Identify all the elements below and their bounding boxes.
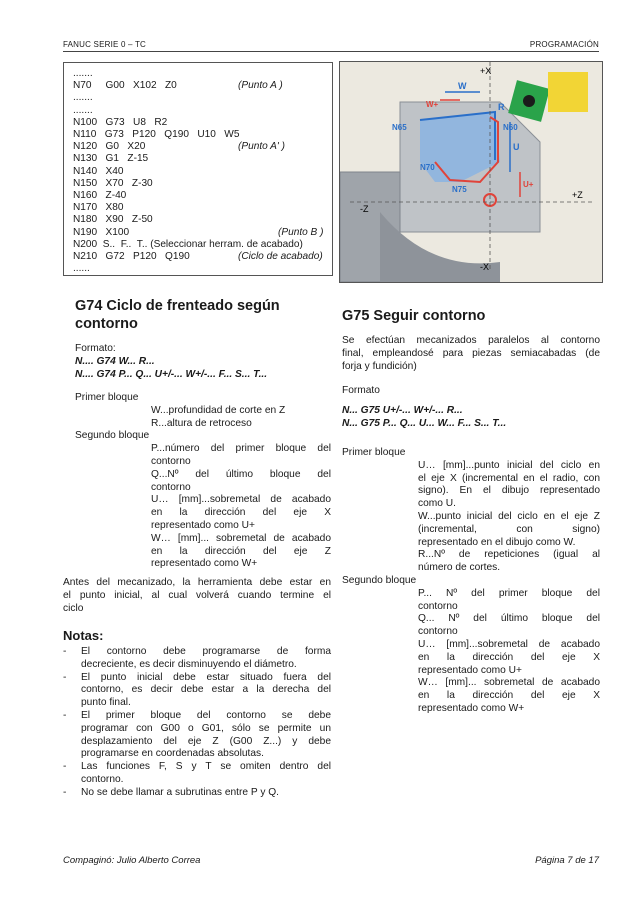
code-text: N120 G0 X20 (73, 141, 146, 153)
nota-item (63, 672, 331, 710)
label-x-neg: -X (480, 262, 489, 272)
label-w: W (458, 81, 467, 91)
g74-formato (75, 343, 331, 381)
g75-sb-q-line: Q... Nº del último bloque del (418, 613, 600, 625)
label-z-pos: +Z (572, 190, 583, 200)
nota-bullet: - (63, 646, 67, 657)
g74-sb-u (75, 494, 331, 532)
nota-line: contorno. (81, 773, 124, 785)
g74-antes-line: Antes del mecanizado, la herramienta debe estar en (63, 577, 331, 588)
code-line (73, 189, 126, 202)
footer-left: Compaginó: Julio Alberto Correa (63, 855, 201, 866)
code-text: N100 G73 U8 R2 (73, 116, 168, 128)
g74-sb-w (75, 533, 331, 571)
code-comment: (Punto A ) (238, 80, 283, 92)
g75-sb-u-line: representado como U+ (418, 664, 522, 676)
nota-bullet: - (63, 786, 67, 798)
tool-holder (548, 72, 588, 112)
code-line (73, 177, 153, 190)
g74-pb-r: R...altura de retroceso (151, 417, 252, 429)
code-comment: (Punto B ) (278, 226, 324, 238)
nota-item (63, 787, 331, 800)
label-n70: N70 (420, 163, 435, 172)
header-left: FANUC SERIE 0 – TC (63, 40, 147, 49)
code-text: ....... (73, 68, 93, 79)
code-block (63, 62, 333, 276)
nota-line: programarse en coordenadas absolutas. (81, 748, 264, 760)
g75-pb-w (342, 511, 600, 549)
g75-pb-u (342, 460, 600, 511)
label-z-neg: -Z (360, 204, 369, 214)
nota-line: decreciente, es decir disminuyendo el diámetro. (81, 658, 297, 670)
code-text: N170 X80 (73, 202, 124, 214)
g74-formato-line-1: N.... G74 W... R... (75, 355, 155, 367)
code-text: ....... (73, 92, 93, 104)
g74-sb-q-line: Q...Nº del último bloque del (151, 468, 331, 480)
g75-sb-w (342, 677, 600, 715)
code-line (73, 238, 303, 251)
nota-item (63, 710, 331, 761)
code-line (73, 165, 124, 178)
code-line (73, 201, 124, 214)
g75-pb-u-line: U… [mm]...punto inicial del ciclo en (418, 459, 600, 471)
header-right: PROGRAMACIÓN (529, 40, 599, 49)
g74-blocks (75, 392, 331, 571)
g75-pb-u-line: el eje X (incremental en el radio, con (418, 472, 600, 484)
nota-line: El punto inicial debe estar situado fuera del (81, 671, 331, 683)
g75-sb-q-line: contorno (418, 626, 458, 638)
code-text: N200 S.. F.. T.. (Seleccionar herram. de acabado) (73, 238, 303, 250)
g75-sb-u-line: U… [mm]...sobremetal de acabado (418, 638, 600, 650)
code-line (73, 116, 167, 129)
g75-sb-w-line: en la dirección del eje X (418, 690, 600, 702)
nota-line: El contorno debe programarse de forma (81, 646, 331, 657)
g74-title-line-2: contorno (75, 316, 138, 332)
tool-insert-center (523, 95, 535, 107)
code-text: N130 G1 Z-15 (73, 153, 149, 165)
nota-bullet: - (63, 709, 67, 721)
g74-primer-bloque: Primer bloque (75, 392, 139, 403)
g74-sb-q (75, 469, 331, 495)
code-line (73, 79, 283, 92)
code-text: ...... (73, 263, 90, 275)
g74-sb-u-line: en la dirección del eje X (151, 507, 331, 519)
g75-sb-p-line: P... Nº del primer bloque del (418, 587, 600, 599)
notas-title: Notas: (63, 628, 104, 643)
g75-blocks (342, 447, 600, 716)
g75-title: G75 Seguir contorno (342, 308, 486, 324)
code-text: ....... (73, 104, 93, 116)
g75-pb-w-line: representado en el dibujo como W. (418, 536, 576, 548)
code-line (73, 262, 90, 275)
g74-sb-p-line: P...número del primer bloque del (151, 443, 331, 455)
code-line (73, 213, 153, 226)
g75-pb-u-line: como U. (418, 498, 456, 510)
g74-formato-label: Formato: (75, 343, 116, 354)
nota-line: programar con G00 o G01, sólo se permite un (81, 722, 331, 734)
g75-intro-line: final, empleandosé para piezas semiacabadas (de (342, 347, 600, 359)
g75-pb-w-line: W...punto inicial del ciclo en el eje Z (418, 510, 600, 522)
code-comment: (Punto A' ) (238, 141, 285, 153)
g75-formato-label: Formato (342, 385, 380, 396)
g74-segundo-bloque: Segundo bloque (75, 430, 150, 442)
code-line (73, 152, 148, 165)
g75-segundo-bloque: Segundo bloque (342, 574, 417, 586)
label-n75: N75 (452, 185, 467, 194)
nota-bullet: - (63, 671, 67, 683)
g74-sb-u-line: representado como U+ (151, 519, 255, 531)
code-line (73, 140, 285, 153)
g75-formato-line-2: N... G75 P... Q... U... W... F... S... T... (342, 417, 507, 429)
nota-line: punto final. (81, 697, 131, 709)
g75-pb-r (342, 549, 600, 575)
g74-sb-p (75, 443, 331, 469)
code-line (73, 226, 324, 239)
g74-title-line-1: G74 Ciclo de frenteado según (75, 298, 280, 314)
g75-sb-w-line: representado como W+ (418, 702, 525, 714)
code-line (73, 67, 93, 80)
nota-line: No se debe llamar a subrutinas entre P y Q. (81, 786, 280, 798)
nota-bullet: - (63, 761, 67, 773)
nota-item (63, 646, 331, 672)
g75-pb-w-line: (incremental, con signo) (418, 523, 600, 535)
g75-pb-r-line: número de cortes. (418, 562, 501, 574)
g74-antes-line: el punto inicial, al cual volverá cuando termine el (63, 589, 331, 601)
g74-sb-w-line: W… [mm]... sobremetal de acabado (151, 532, 331, 544)
g75-pb-u-line: signo). En el dibujo representado (418, 485, 600, 497)
code-text: N160 Z-40 (73, 190, 127, 201)
code-text: N110 G73 P120 Q190 U10 W5 (73, 129, 240, 140)
g75-formato-line-1: N... G75 U+/-... W+/-... R... (342, 404, 463, 416)
g74-sb-w-line: en la dirección del eje Z (151, 545, 331, 557)
g74-sb-q-line: contorno (151, 481, 191, 493)
nota-line: contorno, es decir debe estar a la derecha del (81, 684, 331, 696)
code-line (73, 128, 239, 141)
label-n65: N65 (392, 123, 407, 132)
g75-intro (342, 335, 600, 373)
g74-sb-p-line: contorno (151, 455, 191, 467)
g75-intro-line: forja y fundición) (342, 360, 417, 372)
code-comment: (Ciclo de acabado) (238, 251, 323, 262)
label-u: U (513, 142, 520, 152)
g74-sb-u-line: U… [mm]...sobremetal de acabado (151, 494, 331, 506)
notas-list (63, 646, 331, 800)
label-u-plus: U+ (523, 180, 534, 189)
g74-title (75, 297, 335, 333)
nota-line: desplazamiento del eje Z (G00 Z...) y debe (81, 735, 331, 747)
header-rule (63, 51, 599, 52)
g75-sb-p-line: contorno (418, 600, 458, 612)
nota-line: Las funciones F, S y T se omiten dentro del (81, 761, 331, 773)
g74-sb-w-line: representado como W+ (151, 558, 258, 570)
code-line (73, 250, 323, 263)
footer-right: Página 7 de 17 (535, 855, 599, 866)
g74-formato-line-2: N.... G74 P... Q... U+/-... W+/-... F... S... T... (75, 368, 268, 380)
label-r: R (498, 102, 505, 112)
g75-primer-bloque: Primer bloque (342, 447, 406, 458)
nota-line: El primer bloque del contorno se debe (81, 709, 331, 721)
machining-diagram (339, 61, 603, 283)
code-line (73, 91, 93, 104)
label-w-plus: W+ (426, 100, 439, 109)
g75-pb-r-line: R...Nº de repeticiones (igual al (418, 549, 600, 561)
g75-sb-q (342, 613, 600, 639)
code-text: N210 G72 P120 Q190 (73, 251, 190, 262)
g75-sb-u (342, 639, 600, 677)
g75-intro-line: Se efectúan mecanizados paralelos al contorno (342, 335, 600, 346)
code-line (73, 104, 93, 117)
g75-formato (342, 385, 600, 430)
g74-pb-w: W...profundidad de corte en Z (151, 404, 286, 416)
code-text: N70 G00 X102 Z0 (73, 80, 177, 92)
code-text: N190 X100 (73, 226, 130, 238)
label-x-pos: +X (480, 66, 492, 76)
code-text: N180 X90 Z-50 (73, 214, 153, 226)
g75-sb-u-line: en la dirección del eje X (418, 651, 600, 663)
code-text: N150 X70 Z-30 (73, 177, 153, 189)
g74-antes-line: ciclo (63, 602, 84, 614)
code-text: N140 X40 (73, 165, 124, 177)
g74-antes (63, 577, 331, 615)
g75-sb-p (342, 588, 600, 614)
g75-sb-w-line: W… [mm]... sobremetal de acabado (418, 677, 600, 689)
nota-item (63, 761, 331, 787)
diagram-svg (340, 62, 602, 282)
label-n60: N60 (503, 123, 518, 132)
